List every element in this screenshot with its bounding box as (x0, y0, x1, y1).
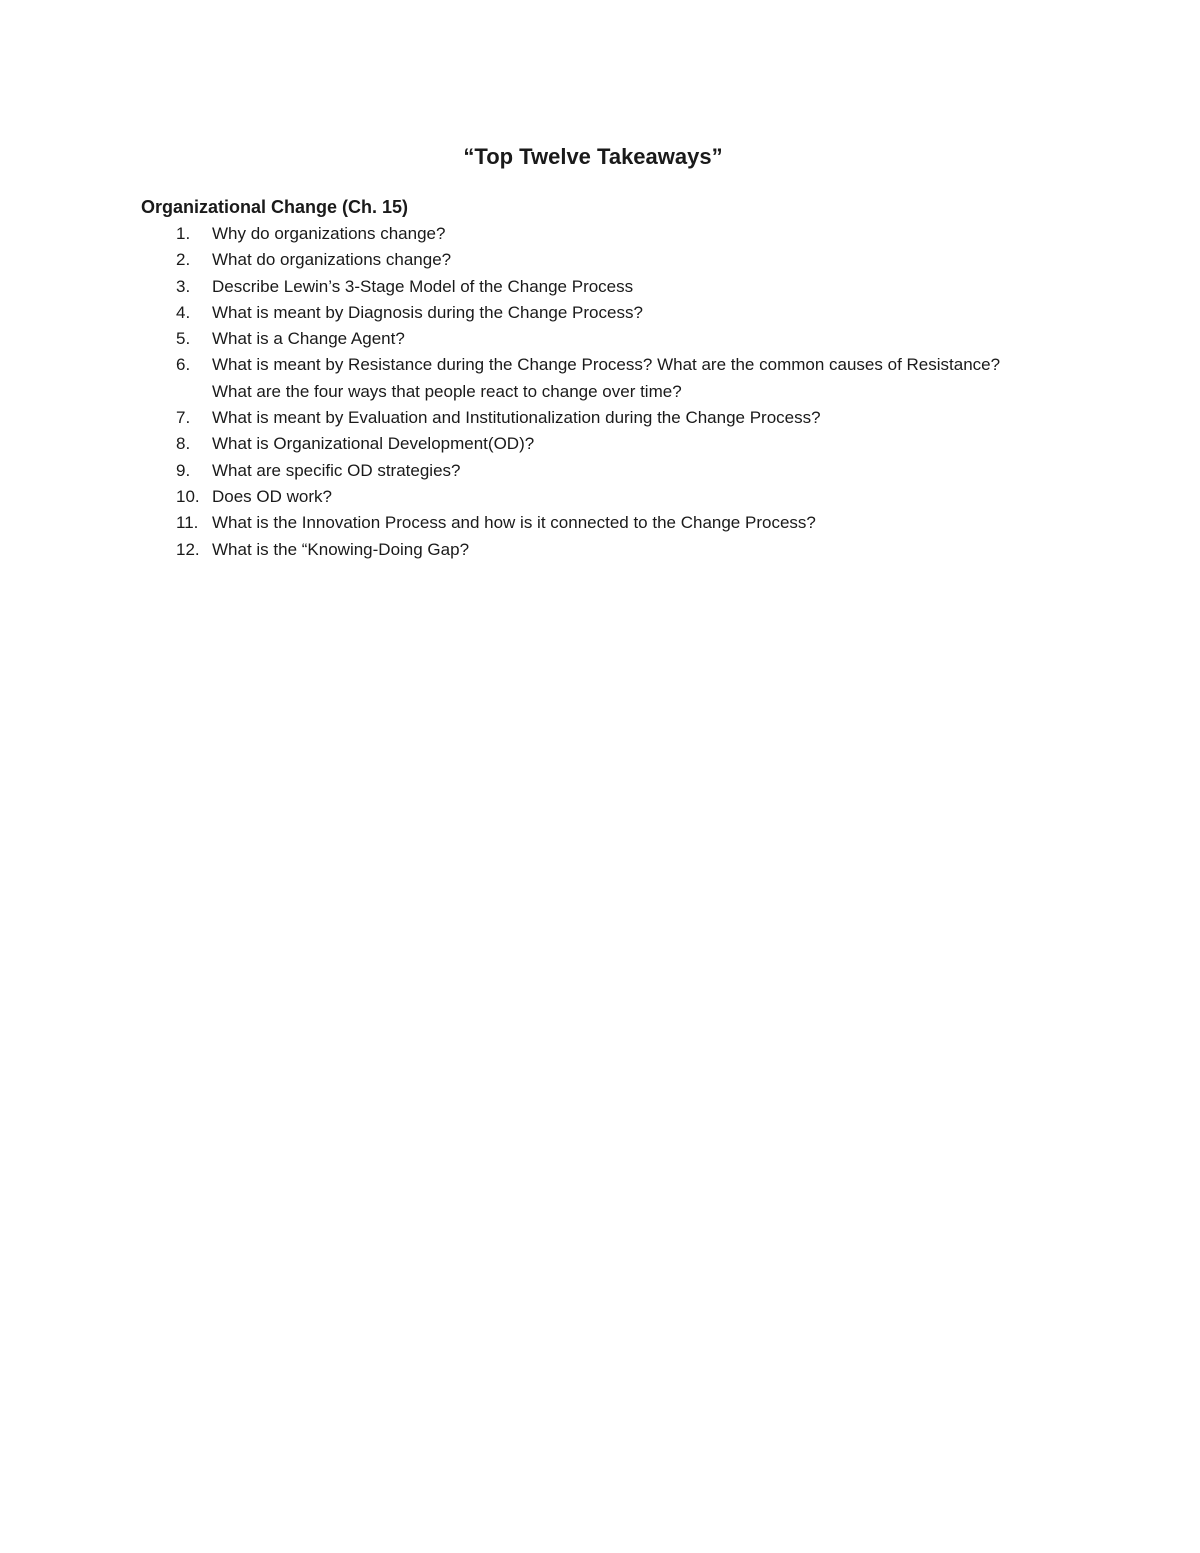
list-item (141, 537, 1021, 563)
section-heading: Organizational Change (Ch. 15) (141, 197, 409, 217)
list-item (141, 431, 1021, 457)
item-text: What is meant by Evaluation and Institutionalization during the Change Process? (212, 408, 821, 428)
item-text: What is the Innovation Process and how is it connected to the Change Process? (212, 513, 816, 533)
document-title: “Top Twelve Takeaways” (463, 144, 723, 169)
item-text: What are specific OD strategies? (212, 460, 461, 480)
item-number: 10. (176, 486, 200, 506)
item-text: What is meant by Resistance during the Change Process? What are the common causes of Resistance? What are the four ways that people react to change over time? (212, 355, 1001, 401)
list-item (141, 326, 1021, 352)
item-number: 4. (176, 302, 191, 322)
item-text: What is Organizational Development(OD)? (212, 434, 535, 454)
item-number: 7. (176, 408, 191, 428)
list-item (141, 458, 1021, 484)
list-item (141, 484, 1021, 510)
list-item (141, 300, 1021, 326)
item-text: What is the “Knowing-Doing Gap? (212, 539, 470, 559)
list-item (141, 405, 1021, 431)
item-number: 12. (176, 539, 200, 559)
item-number: 6. (176, 355, 191, 375)
list-item (141, 247, 1021, 273)
item-number: 1. (176, 224, 191, 243)
item-number: 3. (176, 276, 191, 296)
item-text: Why do organizations change? (212, 224, 446, 243)
list-item (141, 274, 1021, 300)
item-text: Does OD work? (212, 486, 332, 506)
item-number: 8. (176, 434, 191, 454)
list-item (141, 510, 1021, 536)
item-number: 9. (176, 460, 191, 480)
item-number: 11. (176, 513, 199, 533)
item-text: What is a Change Agent? (212, 329, 405, 349)
item-text: What is meant by Diagnosis during the Change Process? (212, 302, 643, 322)
list-item (141, 352, 1021, 405)
item-number: 2. (176, 250, 191, 270)
item-number: 5. (176, 329, 191, 349)
list-item (141, 221, 1021, 247)
takeaway-list (141, 221, 1021, 563)
item-text: Describe Lewin’s 3-Stage Model of the Change Process (212, 276, 634, 296)
item-text: What do organizations change? (212, 250, 452, 270)
